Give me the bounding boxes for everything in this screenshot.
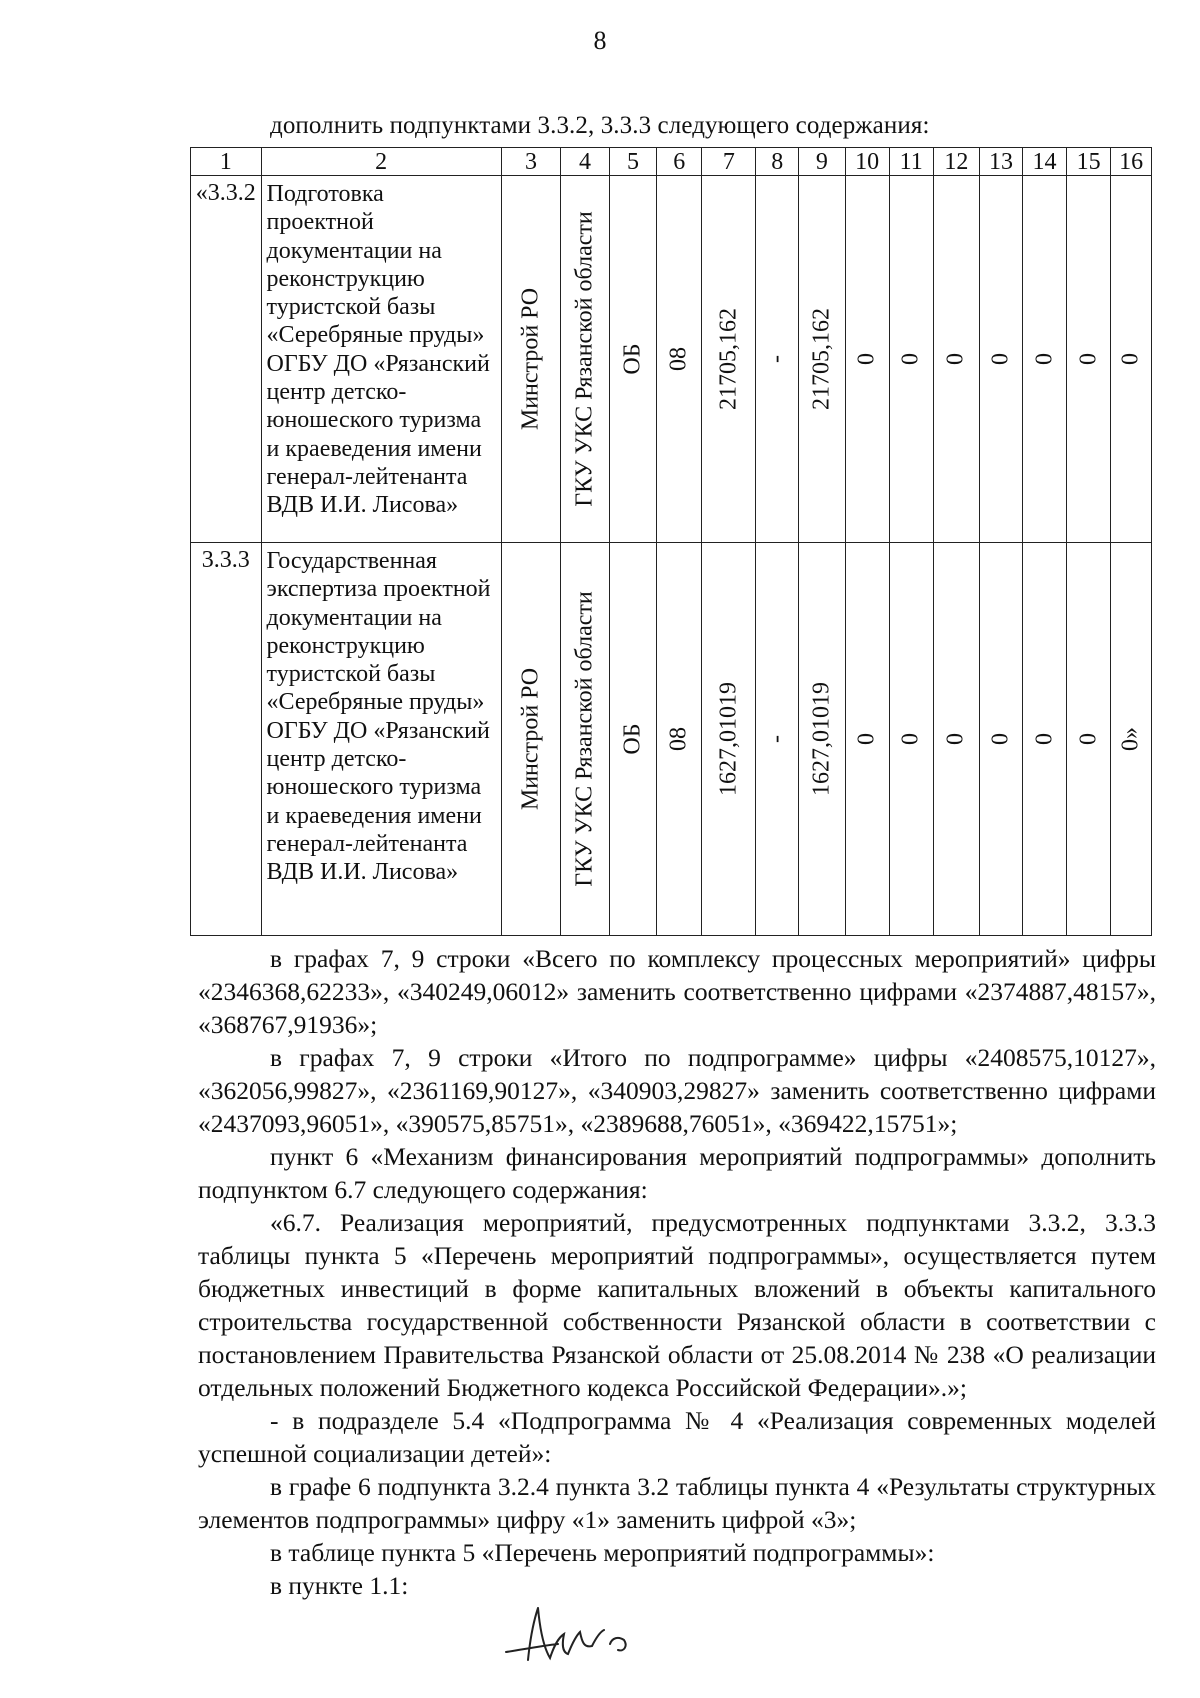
measure-name: Государственная экспертиза проектной документации на реконструкцию туристской базы «Серебряные пруды» ОГБУ ДО «Рязанский центр детско-юношеского туризма и краеведения имени генерал-лейтенанта ВДВ И.И. Лисова» bbox=[261, 543, 501, 936]
code-cell: 08 bbox=[665, 347, 692, 371]
page-number: 8 bbox=[593, 26, 607, 55]
value-cell: 1627,01019 bbox=[808, 682, 835, 796]
value-cell: 0 bbox=[987, 353, 1014, 365]
header-cell: 4 bbox=[561, 148, 609, 176]
responsible-cell: Минстрой РО bbox=[517, 287, 544, 431]
source-cell: ОБ bbox=[619, 343, 646, 375]
measure-name: Подготовка проектной документации на реконструкцию туристской базы «Серебряные пруды» ОГБУ ДО «Рязанский центр детско-юношеского туризма и краеведения имени генерал-лейтенанта ВДВ И.И. Лисова» bbox=[261, 176, 501, 543]
header-cell: 5 bbox=[609, 148, 656, 176]
total-cell: 21705,162 bbox=[715, 308, 742, 410]
header-cell: 13 bbox=[980, 148, 1023, 176]
value-cell: 0 bbox=[1075, 733, 1102, 745]
value-cell: 21705,162 bbox=[808, 308, 835, 410]
code-cell: 08 bbox=[665, 727, 692, 751]
header-cell: 11 bbox=[889, 148, 933, 176]
value-cell: 0 bbox=[1075, 353, 1102, 365]
value-cell: 0 bbox=[897, 733, 924, 745]
header-cell: 8 bbox=[756, 148, 799, 176]
header-cell: 7 bbox=[702, 148, 756, 176]
paragraph: в графах 7, 9 строки «Итого по подпрограмме» цифры «2408575,10127», «362056,99827», «2361169,90127», «340903,29827» заменить соответственно цифрами «2437093,96051», «390575,85751», «2389688,76051», «369422,15751»; bbox=[198, 1043, 1156, 1138]
intro-line: дополнить подпунктами 3.3.2, 3.3.3 следующего содержания: bbox=[270, 112, 930, 139]
header-cell: 1 bbox=[191, 148, 262, 176]
table-row bbox=[191, 543, 1152, 936]
table-row bbox=[191, 176, 1152, 543]
header-cell: 9 bbox=[799, 148, 845, 176]
value-cell: 0 bbox=[942, 733, 969, 745]
header-cell: 16 bbox=[1111, 148, 1152, 176]
value-cell: 0 bbox=[1031, 353, 1057, 365]
paragraph: в графах 7, 9 строки «Всего по комплексу процессных мероприятий» цифры «2346368,62233», «340249,06012» заменить соответственно цифрами «2374887,48157», «368767,91936»; bbox=[198, 944, 1156, 1039]
header-cell: 2 bbox=[261, 148, 501, 176]
value-cell: - bbox=[763, 355, 790, 363]
paragraph: в пункте 1.1: bbox=[270, 1571, 409, 1600]
signature-mark bbox=[500, 1600, 650, 1670]
header-cell: 6 bbox=[657, 148, 702, 176]
paragraph: «6.7. Реализация мероприятий, предусмотренных подпунктами 3.3.2, 3.3.3 таблицы пункта 5 «Перечень мероприятий подпрограммы», осуществляется путем бюджетных инвестиций в форме капитальных вложений в объекты капитального строительства государственной собственности Рязанской области в соответствии с постановлением Правительства Рязанской области от 25.08.2014 № 238 «О реализации отдельных положений Бюджетного кодекса Российской Федерации».»; bbox=[198, 1208, 1156, 1402]
executor-cell: ГКУ УКС Рязанской области bbox=[571, 211, 598, 507]
value-cell: 0» bbox=[1117, 727, 1144, 751]
source-cell: ОБ bbox=[619, 723, 646, 755]
value-cell: 0 bbox=[987, 733, 1014, 745]
value-cell: 0 bbox=[853, 353, 880, 365]
value-cell: 0 bbox=[1117, 353, 1144, 365]
paragraph: пункт 6 «Механизм финансирования мероприятий подпрограммы» дополнить подпунктом 6.7 следующего содержания: bbox=[198, 1142, 1156, 1204]
paragraph: в графе 6 подпункта 3.2.4 пункта 3.2 таблицы пункта 4 «Результаты структурных элементов подпрограммы» цифру «1» заменить цифрой «3»; bbox=[198, 1472, 1156, 1534]
header-cell: 12 bbox=[933, 148, 979, 176]
paragraph: в таблице пункта 5 «Перечень мероприятий подпрограммы»: bbox=[270, 1538, 935, 1567]
value-cell: 0 bbox=[897, 353, 924, 365]
header-cell: 3 bbox=[501, 148, 561, 176]
paragraph: - в подразделе 5.4 «Подпрограмма № 4 «Реализация современных моделей успешной социализации детей»: bbox=[198, 1406, 1156, 1468]
value-cell: 0 bbox=[942, 353, 969, 365]
executor-cell: ГКУ УКС Рязанской области bbox=[571, 591, 598, 887]
table-header-row bbox=[191, 148, 1152, 176]
value-cell: - bbox=[763, 735, 790, 743]
header-cell: 15 bbox=[1067, 148, 1111, 176]
measures-table bbox=[190, 147, 1152, 936]
value-cell: 0 bbox=[853, 733, 880, 745]
body-text bbox=[198, 942, 1156, 1602]
value-cell: 0 bbox=[1031, 733, 1057, 745]
responsible-cell: Минстрой РО bbox=[517, 667, 544, 811]
header-cell: 10 bbox=[845, 148, 889, 176]
row-number: 3.3.3 bbox=[191, 543, 262, 936]
row-number: «3.3.2 bbox=[191, 176, 262, 543]
header-cell: 14 bbox=[1022, 148, 1066, 176]
total-cell: 1627,01019 bbox=[715, 682, 742, 796]
